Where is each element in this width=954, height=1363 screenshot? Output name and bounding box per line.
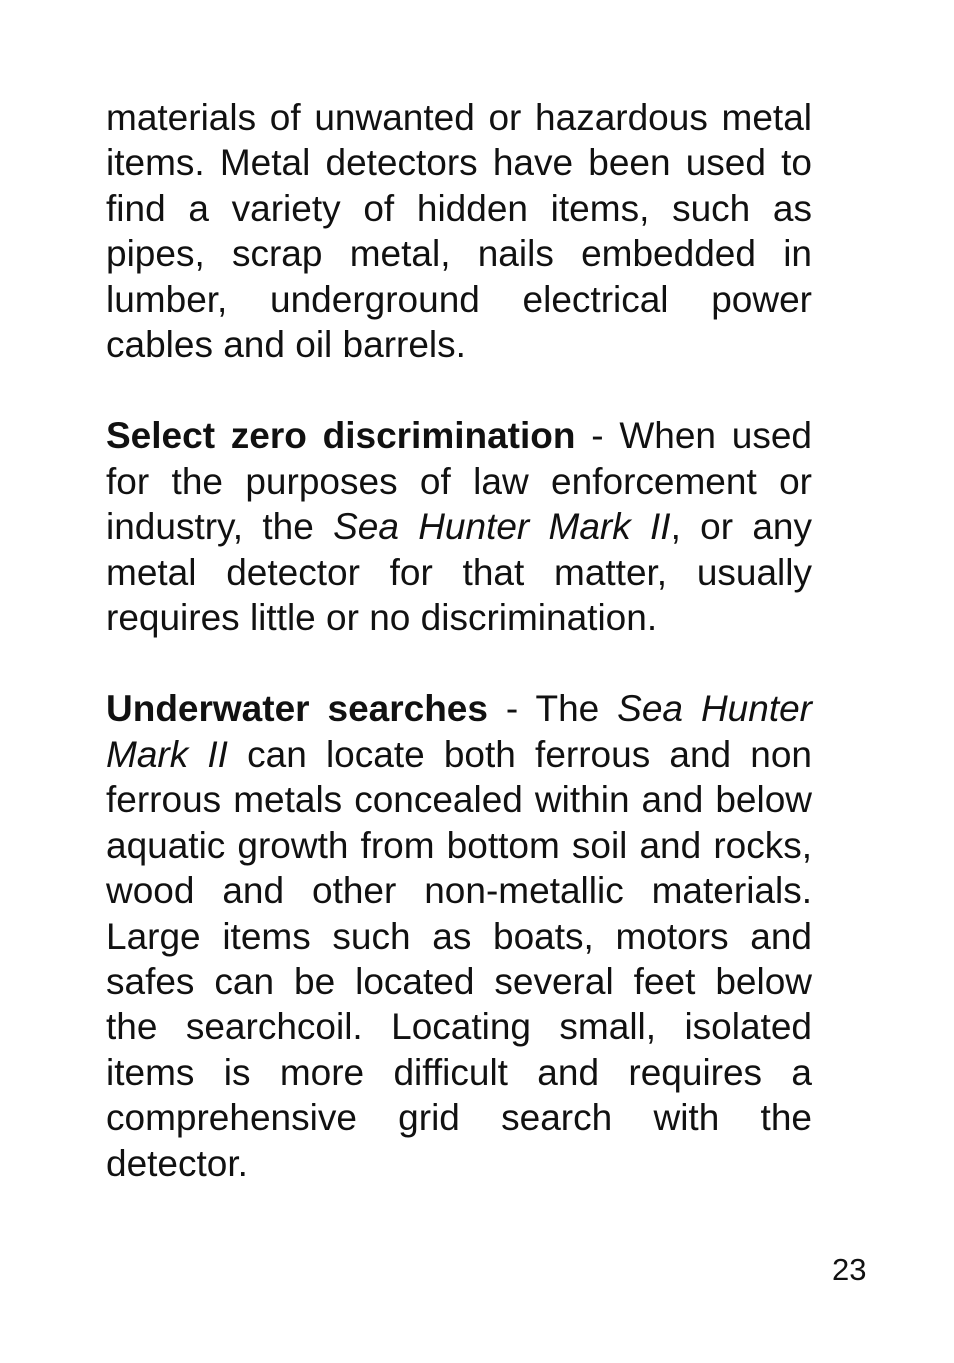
section-heading-zero-discrimination: Select zero discrimination [106,415,576,457]
paragraph-text: materials of unwanted or hazardous metal items. Metal detectors have been used to find a variety of hidden items, such as pipes, scrap metal, nails embedded in lumber, underground electrical power cables and oil barrels. [106,97,812,366]
page-number: 23 [832,1252,867,1287]
paragraph-zero-discrimination [106,413,812,640]
paragraph-text: can locate both ferrous and non ferrous metals concealed within and below aquatic growth from bottom soil and rocks, wood and other non-metallic materials. Large items such as boats, motors and safes can be located several feet below the searchcoil. Locating small, isolated items is more difficult and requires a comprehensive grid search with the detector. [106,733,812,1184]
paragraph-text: - The [487,688,618,730]
paragraph-underwater-searches [106,686,812,1185]
product-name: Sea Hunter Mark II [106,688,812,775]
paragraph-text: - When used for the purposes of law enforcement or industry, the [106,415,812,548]
page-body [106,95,812,1232]
section-heading-underwater-searches: Underwater searches [106,688,488,730]
paragraph-metal-items [106,95,812,367]
product-name: Sea Hunter Mark II [333,506,671,548]
paragraph-text: , or any metal detector for that matter, usually requires little or no discrimination. [106,506,812,639]
